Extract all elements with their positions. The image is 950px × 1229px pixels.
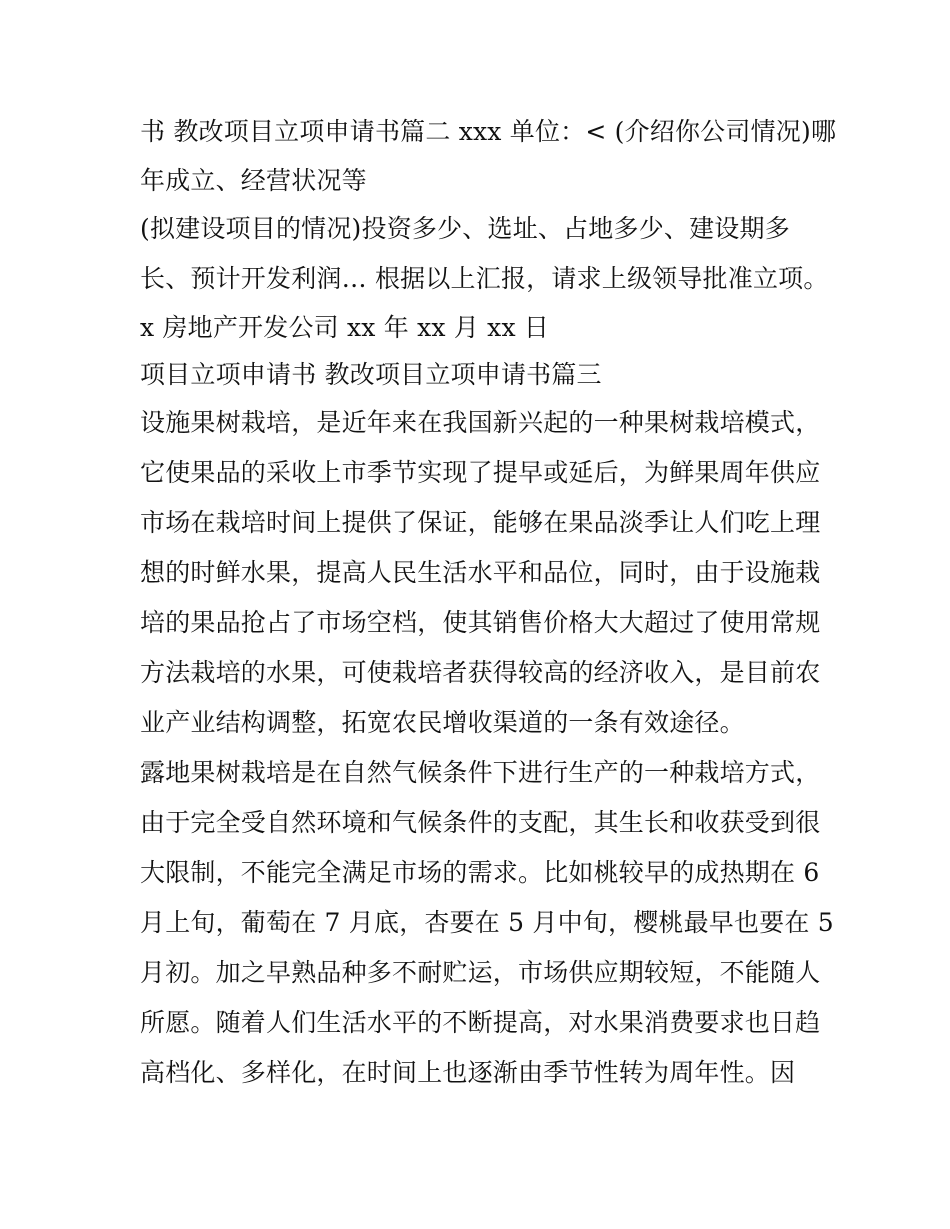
text-line: 想的时鲜水果，提高人民生活水平和品位，同时，由于设施栽 [140, 558, 821, 587]
text-line: 方法栽培的水果，可使栽培者获得较高的经济收入，是目前农 [140, 658, 821, 687]
text-line: x 房地产开发公司 xx 年 xx 月 xx 日 [140, 313, 550, 342]
text-line: 由于完全受自然环境和气候条件的支配，其生长和收获受到很 [140, 808, 821, 837]
document-body [140, 107, 837, 1098]
text-line: 月上旬，葡萄在 7 月底，杏要在 5 月中旬，樱桃最早也要在 5 [140, 908, 834, 937]
text-line: 所愿。随着人们生活水平的不断提高，对水果消费要求也日趋 [140, 1008, 821, 1037]
text-line: 书 教改项目立项申请书篇二 xxx 单位：< (介绍你公司情况)哪 [140, 117, 837, 146]
text-line: 长、预计开发利润… 根据以上汇报，请求上级领导批准立项。 [140, 264, 829, 293]
text-line: 大限制，不能完全满足市场的需求。比如桃较早的成热期在 6 [140, 858, 820, 887]
text-line: 月初。加之早熟品种多不耐贮运，市场供应期较短，不能随人 [140, 958, 821, 987]
text-line: 市场在栽培时间上提供了保证，能够在果品淡季让人们吃上理 [140, 508, 821, 537]
text-line: 设施果树栽培，是近年来在我国新兴起的一种果树栽培模式， [140, 408, 821, 437]
text-line: (拟建设项目的情况)投资多少、选址、占地多少、建设期多 [140, 214, 790, 243]
text-line: 培的果品抢占了市场空档，使其销售价格大大超过了使用常规 [140, 608, 821, 637]
text-line: 高档化、多样化，在时间上也逐渐由季节性转为周年性。因 [140, 1058, 796, 1087]
text-line: 露地果树栽培是在自然气候条件下进行生产的一种栽培方式， [140, 758, 821, 787]
text-line: 年成立、经营状况等 [140, 166, 367, 195]
section-heading: 项目立项申请书 教改项目立项申请书篇三 [140, 360, 602, 389]
text-line: 它使果品的采收上市季节实现了提早或延后，为鲜果周年供应 [140, 458, 821, 487]
text-line: 业产业结构调整，拓宽农民增收渠道的一条有效途径。 [140, 708, 745, 737]
